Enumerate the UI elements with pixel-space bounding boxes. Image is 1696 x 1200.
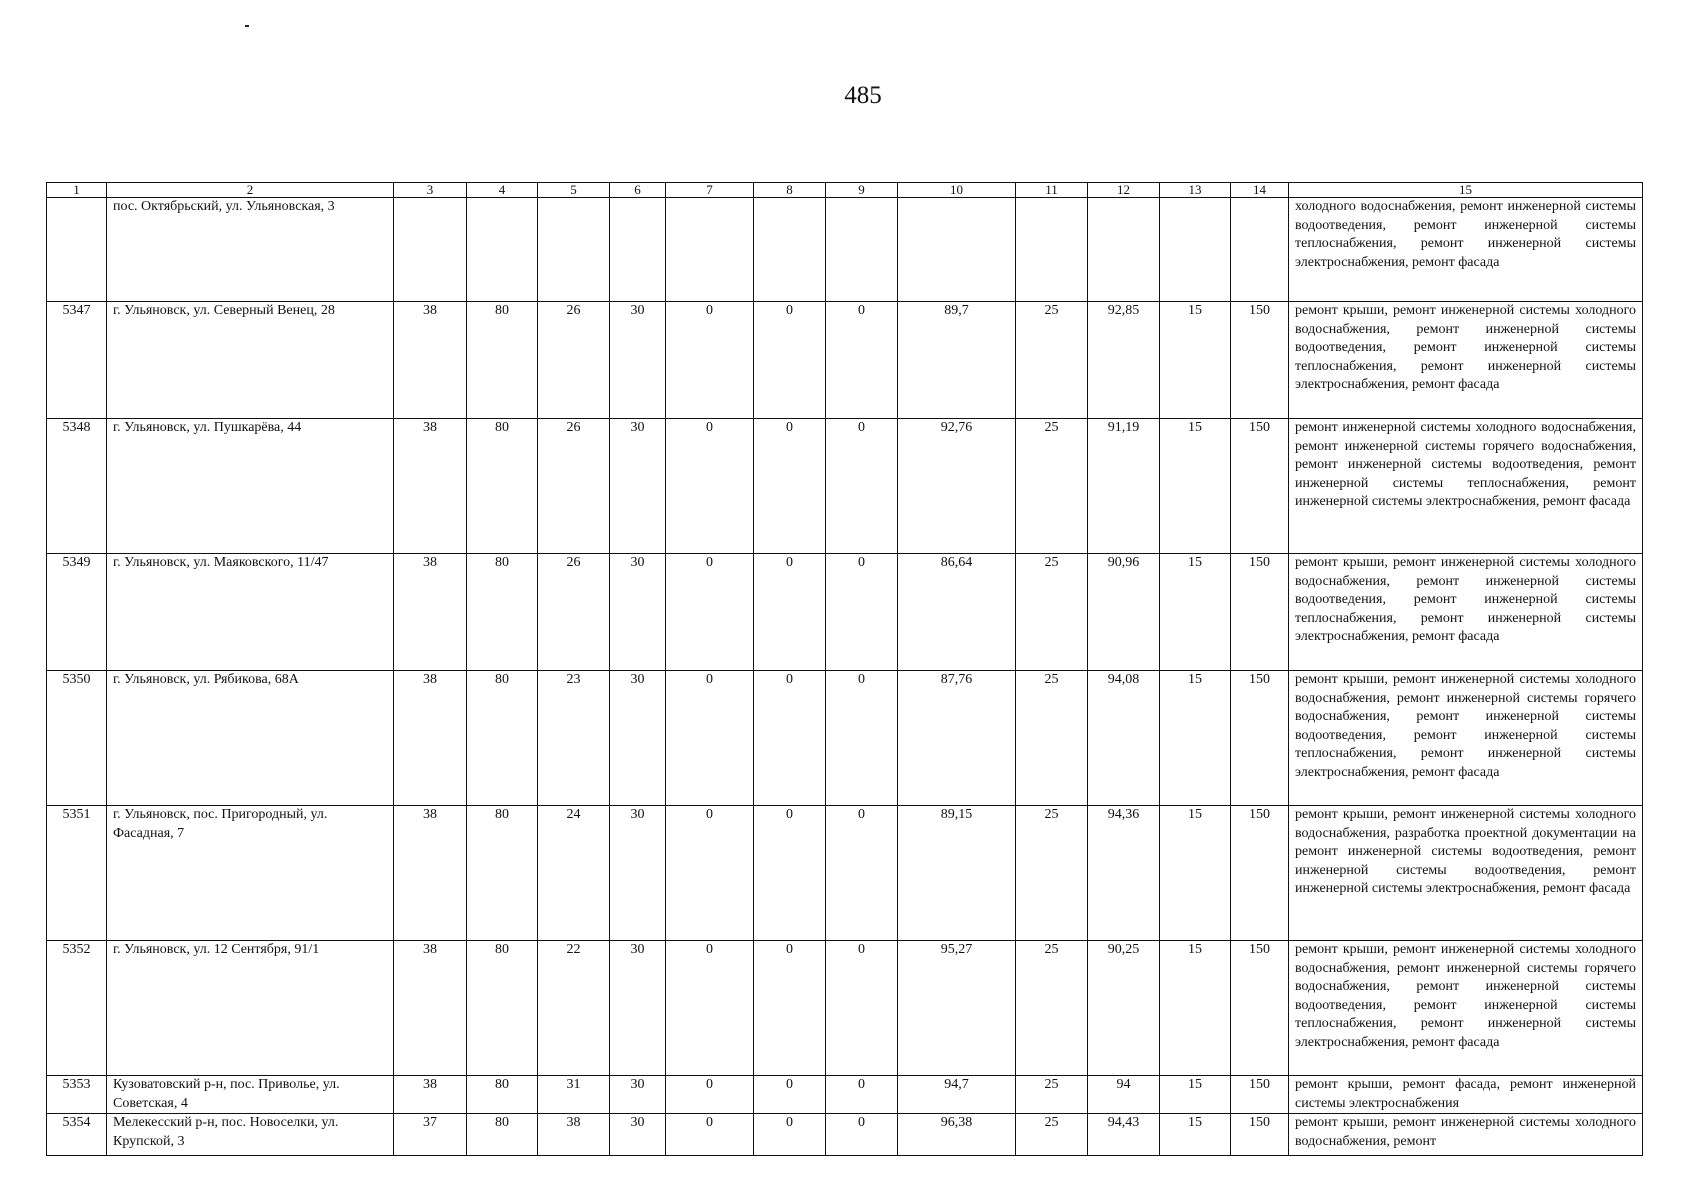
work-types-cell: ремонт инженерной системы холодного водоснабжения, ремонт инженерной системы горячего водоснабжения, ремонт инженерной системы водоотведения, ремонт инженерной системы теплоснабжения, ремонт инженерной системы электроснабжения, ремонт фасада xyxy=(1289,419,1643,554)
column-header: 2 xyxy=(107,183,394,198)
column-number-row xyxy=(47,183,1643,198)
value-cell: 92,85 xyxy=(1088,302,1160,419)
value-cell: 80 xyxy=(467,554,538,671)
value-cell: 89,15 xyxy=(898,806,1016,941)
address-cell: Мелекесский р-н, пос. Новоселки, ул. Крупской, 3 xyxy=(107,1114,394,1156)
value-cell: 94,08 xyxy=(1088,671,1160,806)
work-types-cell: ремонт крыши, ремонт инженерной системы холодного водоснабжения, ремонт инженерной системы горячего водоснабжения, ремонт инженерной системы водоотведения, ремонт инженерной системы теплоснабжения, ремонт инженерной системы электроснабжения, ремонт фасада xyxy=(1289,671,1643,806)
value-cell: 38 xyxy=(394,806,467,941)
value-cell: 25 xyxy=(1016,1114,1088,1156)
value-cell: 38 xyxy=(394,671,467,806)
work-types-cell: ремонт крыши, ремонт фасада, ремонт инженерной системы электроснабжения xyxy=(1289,1076,1643,1114)
value-cell: 0 xyxy=(666,554,754,671)
page-number: 485 xyxy=(844,82,882,109)
value-cell: 80 xyxy=(467,671,538,806)
column-header: 8 xyxy=(754,183,826,198)
value-cell: 0 xyxy=(666,302,754,419)
value-cell: 0 xyxy=(754,1076,826,1114)
value-cell: 30 xyxy=(610,806,666,941)
value-cell: 0 xyxy=(826,671,898,806)
row-id-cell: 5347 xyxy=(47,302,107,419)
value-cell: 22 xyxy=(538,941,610,1076)
value-cell xyxy=(610,198,666,302)
column-header: 15 xyxy=(1289,183,1643,198)
value-cell: 38 xyxy=(394,554,467,671)
table-row xyxy=(47,1114,1643,1156)
value-cell: 15 xyxy=(1160,554,1231,671)
table-body xyxy=(47,198,1643,1156)
value-cell: 30 xyxy=(610,419,666,554)
row-id-cell: 5352 xyxy=(47,941,107,1076)
row-id-cell: 5351 xyxy=(47,806,107,941)
value-cell: 80 xyxy=(467,1076,538,1114)
value-cell xyxy=(467,198,538,302)
value-cell: 25 xyxy=(1016,671,1088,806)
work-types-cell: ремонт крыши, ремонт инженерной системы холодного водоснабжения, ремонт xyxy=(1289,1114,1643,1156)
scan-speck xyxy=(245,25,249,27)
value-cell: 0 xyxy=(666,1114,754,1156)
address-cell: г. Ульяновск, ул. Рябикова, 68А xyxy=(107,671,394,806)
value-cell: 150 xyxy=(1231,419,1289,554)
work-types-cell: ремонт крыши, ремонт инженерной системы холодного водоснабжения, разработка проектной документации на ремонт инженерной системы водоотведения, ремонт инженерной системы водоотведения, ремонт инженерной системы электроснабжения, ремонт фасада xyxy=(1289,806,1643,941)
value-cell: 38 xyxy=(394,1076,467,1114)
address-cell: г. Ульяновск, пос. Пригородный, ул. Фасадная, 7 xyxy=(107,806,394,941)
value-cell: 0 xyxy=(666,419,754,554)
value-cell: 31 xyxy=(538,1076,610,1114)
value-cell xyxy=(1016,198,1088,302)
table-row xyxy=(47,671,1643,806)
value-cell: 94 xyxy=(1088,1076,1160,1114)
value-cell: 0 xyxy=(666,941,754,1076)
row-id-cell: 5353 xyxy=(47,1076,107,1114)
column-header: 7 xyxy=(666,183,754,198)
value-cell: 94,7 xyxy=(898,1076,1016,1114)
value-cell: 15 xyxy=(1160,671,1231,806)
table-row xyxy=(47,941,1643,1076)
column-header: 3 xyxy=(394,183,467,198)
table-row xyxy=(47,1076,1643,1114)
value-cell: 0 xyxy=(754,806,826,941)
value-cell: 0 xyxy=(826,806,898,941)
work-types-cell: холодного водоснабжения, ремонт инженерной системы водоотведения, ремонт инженерной системы теплоснабжения, ремонт инженерной системы электроснабжения, ремонт фасада xyxy=(1289,198,1643,302)
address-cell: г. Ульяновск, ул. Маяковского, 11/47 xyxy=(107,554,394,671)
value-cell: 25 xyxy=(1016,302,1088,419)
value-cell: 26 xyxy=(538,419,610,554)
value-cell xyxy=(666,198,754,302)
value-cell: 0 xyxy=(826,1076,898,1114)
address-cell: пос. Октябрьский, ул. Ульяновская, 3 xyxy=(107,198,394,302)
value-cell: 0 xyxy=(666,1076,754,1114)
table-row xyxy=(47,806,1643,941)
address-cell: г. Ульяновск, ул. Северный Венец, 28 xyxy=(107,302,394,419)
value-cell: 0 xyxy=(754,1114,826,1156)
value-cell: 0 xyxy=(754,941,826,1076)
address-cell: г. Ульяновск, ул. Пушкарёва, 44 xyxy=(107,419,394,554)
value-cell: 15 xyxy=(1160,1114,1231,1156)
value-cell: 0 xyxy=(754,554,826,671)
value-cell xyxy=(538,198,610,302)
value-cell xyxy=(1160,198,1231,302)
value-cell: 0 xyxy=(826,302,898,419)
value-cell: 38 xyxy=(394,302,467,419)
column-header: 12 xyxy=(1088,183,1160,198)
value-cell: 25 xyxy=(1016,419,1088,554)
value-cell xyxy=(1088,198,1160,302)
table-row xyxy=(47,302,1643,419)
value-cell: 94,36 xyxy=(1088,806,1160,941)
value-cell: 96,38 xyxy=(898,1114,1016,1156)
value-cell: 25 xyxy=(1016,554,1088,671)
value-cell: 15 xyxy=(1160,941,1231,1076)
column-header: 11 xyxy=(1016,183,1088,198)
value-cell: 15 xyxy=(1160,419,1231,554)
column-header: 10 xyxy=(898,183,1016,198)
value-cell: 30 xyxy=(610,1114,666,1156)
work-types-cell: ремонт крыши, ремонт инженерной системы холодного водоснабжения, ремонт инженерной системы горячего водоснабжения, ремонт инженерной системы водоотведения, ремонт инженерной системы теплоснабжения, ремонт инженерной системы электроснабжения, ремонт фасада xyxy=(1289,941,1643,1076)
value-cell: 90,25 xyxy=(1088,941,1160,1076)
work-types-cell: ремонт крыши, ремонт инженерной системы холодного водоснабжения, ремонт инженерной системы водоотведения, ремонт инженерной системы теплоснабжения, ремонт инженерной системы электроснабжения, ремонт фасада xyxy=(1289,554,1643,671)
value-cell xyxy=(754,198,826,302)
value-cell: 95,27 xyxy=(898,941,1016,1076)
value-cell xyxy=(1231,198,1289,302)
value-cell: 38 xyxy=(394,419,467,554)
value-cell xyxy=(826,198,898,302)
value-cell: 150 xyxy=(1231,806,1289,941)
value-cell: 15 xyxy=(1160,302,1231,419)
value-cell: 30 xyxy=(610,941,666,1076)
column-header: 1 xyxy=(47,183,107,198)
value-cell: 94,43 xyxy=(1088,1114,1160,1156)
value-cell: 23 xyxy=(538,671,610,806)
value-cell: 25 xyxy=(1016,1076,1088,1114)
value-cell: 24 xyxy=(538,806,610,941)
row-id-cell: 5348 xyxy=(47,419,107,554)
value-cell: 150 xyxy=(1231,1114,1289,1156)
value-cell: 150 xyxy=(1231,671,1289,806)
value-cell: 30 xyxy=(610,1076,666,1114)
value-cell: 89,7 xyxy=(898,302,1016,419)
value-cell: 80 xyxy=(467,302,538,419)
value-cell: 90,96 xyxy=(1088,554,1160,671)
row-id-cell: 5349 xyxy=(47,554,107,671)
value-cell: 80 xyxy=(467,941,538,1076)
row-id-cell: 5354 xyxy=(47,1114,107,1156)
value-cell: 92,76 xyxy=(898,419,1016,554)
value-cell: 15 xyxy=(1160,1076,1231,1114)
value-cell: 86,64 xyxy=(898,554,1016,671)
value-cell: 30 xyxy=(610,671,666,806)
value-cell: 0 xyxy=(754,302,826,419)
value-cell: 80 xyxy=(467,1114,538,1156)
value-cell: 80 xyxy=(467,806,538,941)
column-header: 13 xyxy=(1160,183,1231,198)
value-cell xyxy=(898,198,1016,302)
value-cell: 37 xyxy=(394,1114,467,1156)
value-cell: 26 xyxy=(538,554,610,671)
column-header: 9 xyxy=(826,183,898,198)
address-cell: Кузоватовский р-н, пос. Приволье, ул. Советская, 4 xyxy=(107,1076,394,1114)
row-id-cell: 5350 xyxy=(47,671,107,806)
row-id-cell xyxy=(47,198,107,302)
value-cell: 150 xyxy=(1231,941,1289,1076)
table-row xyxy=(47,419,1643,554)
value-cell: 0 xyxy=(826,1114,898,1156)
column-header: 5 xyxy=(538,183,610,198)
table-row xyxy=(47,198,1643,302)
work-types-cell: ремонт крыши, ремонт инженерной системы холодного водоснабжения, ремонт инженерной системы водоотведения, ремонт инженерной системы теплоснабжения, ремонт инженерной системы электроснабжения, ремонт фасада xyxy=(1289,302,1643,419)
value-cell: 150 xyxy=(1231,554,1289,671)
value-cell: 0 xyxy=(666,806,754,941)
value-cell: 26 xyxy=(538,302,610,419)
value-cell: 0 xyxy=(826,941,898,1076)
value-cell: 0 xyxy=(826,554,898,671)
value-cell: 150 xyxy=(1231,302,1289,419)
value-cell: 38 xyxy=(394,941,467,1076)
value-cell: 0 xyxy=(666,671,754,806)
value-cell: 91,19 xyxy=(1088,419,1160,554)
value-cell: 0 xyxy=(754,419,826,554)
value-cell: 30 xyxy=(610,302,666,419)
column-header: 14 xyxy=(1231,183,1289,198)
value-cell: 38 xyxy=(538,1114,610,1156)
value-cell: 150 xyxy=(1231,1076,1289,1114)
value-cell: 87,76 xyxy=(898,671,1016,806)
address-cell: г. Ульяновск, ул. 12 Сентября, 91/1 xyxy=(107,941,394,1076)
column-header: 6 xyxy=(610,183,666,198)
value-cell: 80 xyxy=(467,419,538,554)
capital-repair-table xyxy=(46,182,1643,1156)
value-cell: 15 xyxy=(1160,806,1231,941)
value-cell xyxy=(394,198,467,302)
value-cell: 0 xyxy=(754,671,826,806)
value-cell: 30 xyxy=(610,554,666,671)
value-cell: 25 xyxy=(1016,941,1088,1076)
table-row xyxy=(47,554,1643,671)
value-cell: 0 xyxy=(826,419,898,554)
value-cell: 25 xyxy=(1016,806,1088,941)
column-header: 4 xyxy=(467,183,538,198)
